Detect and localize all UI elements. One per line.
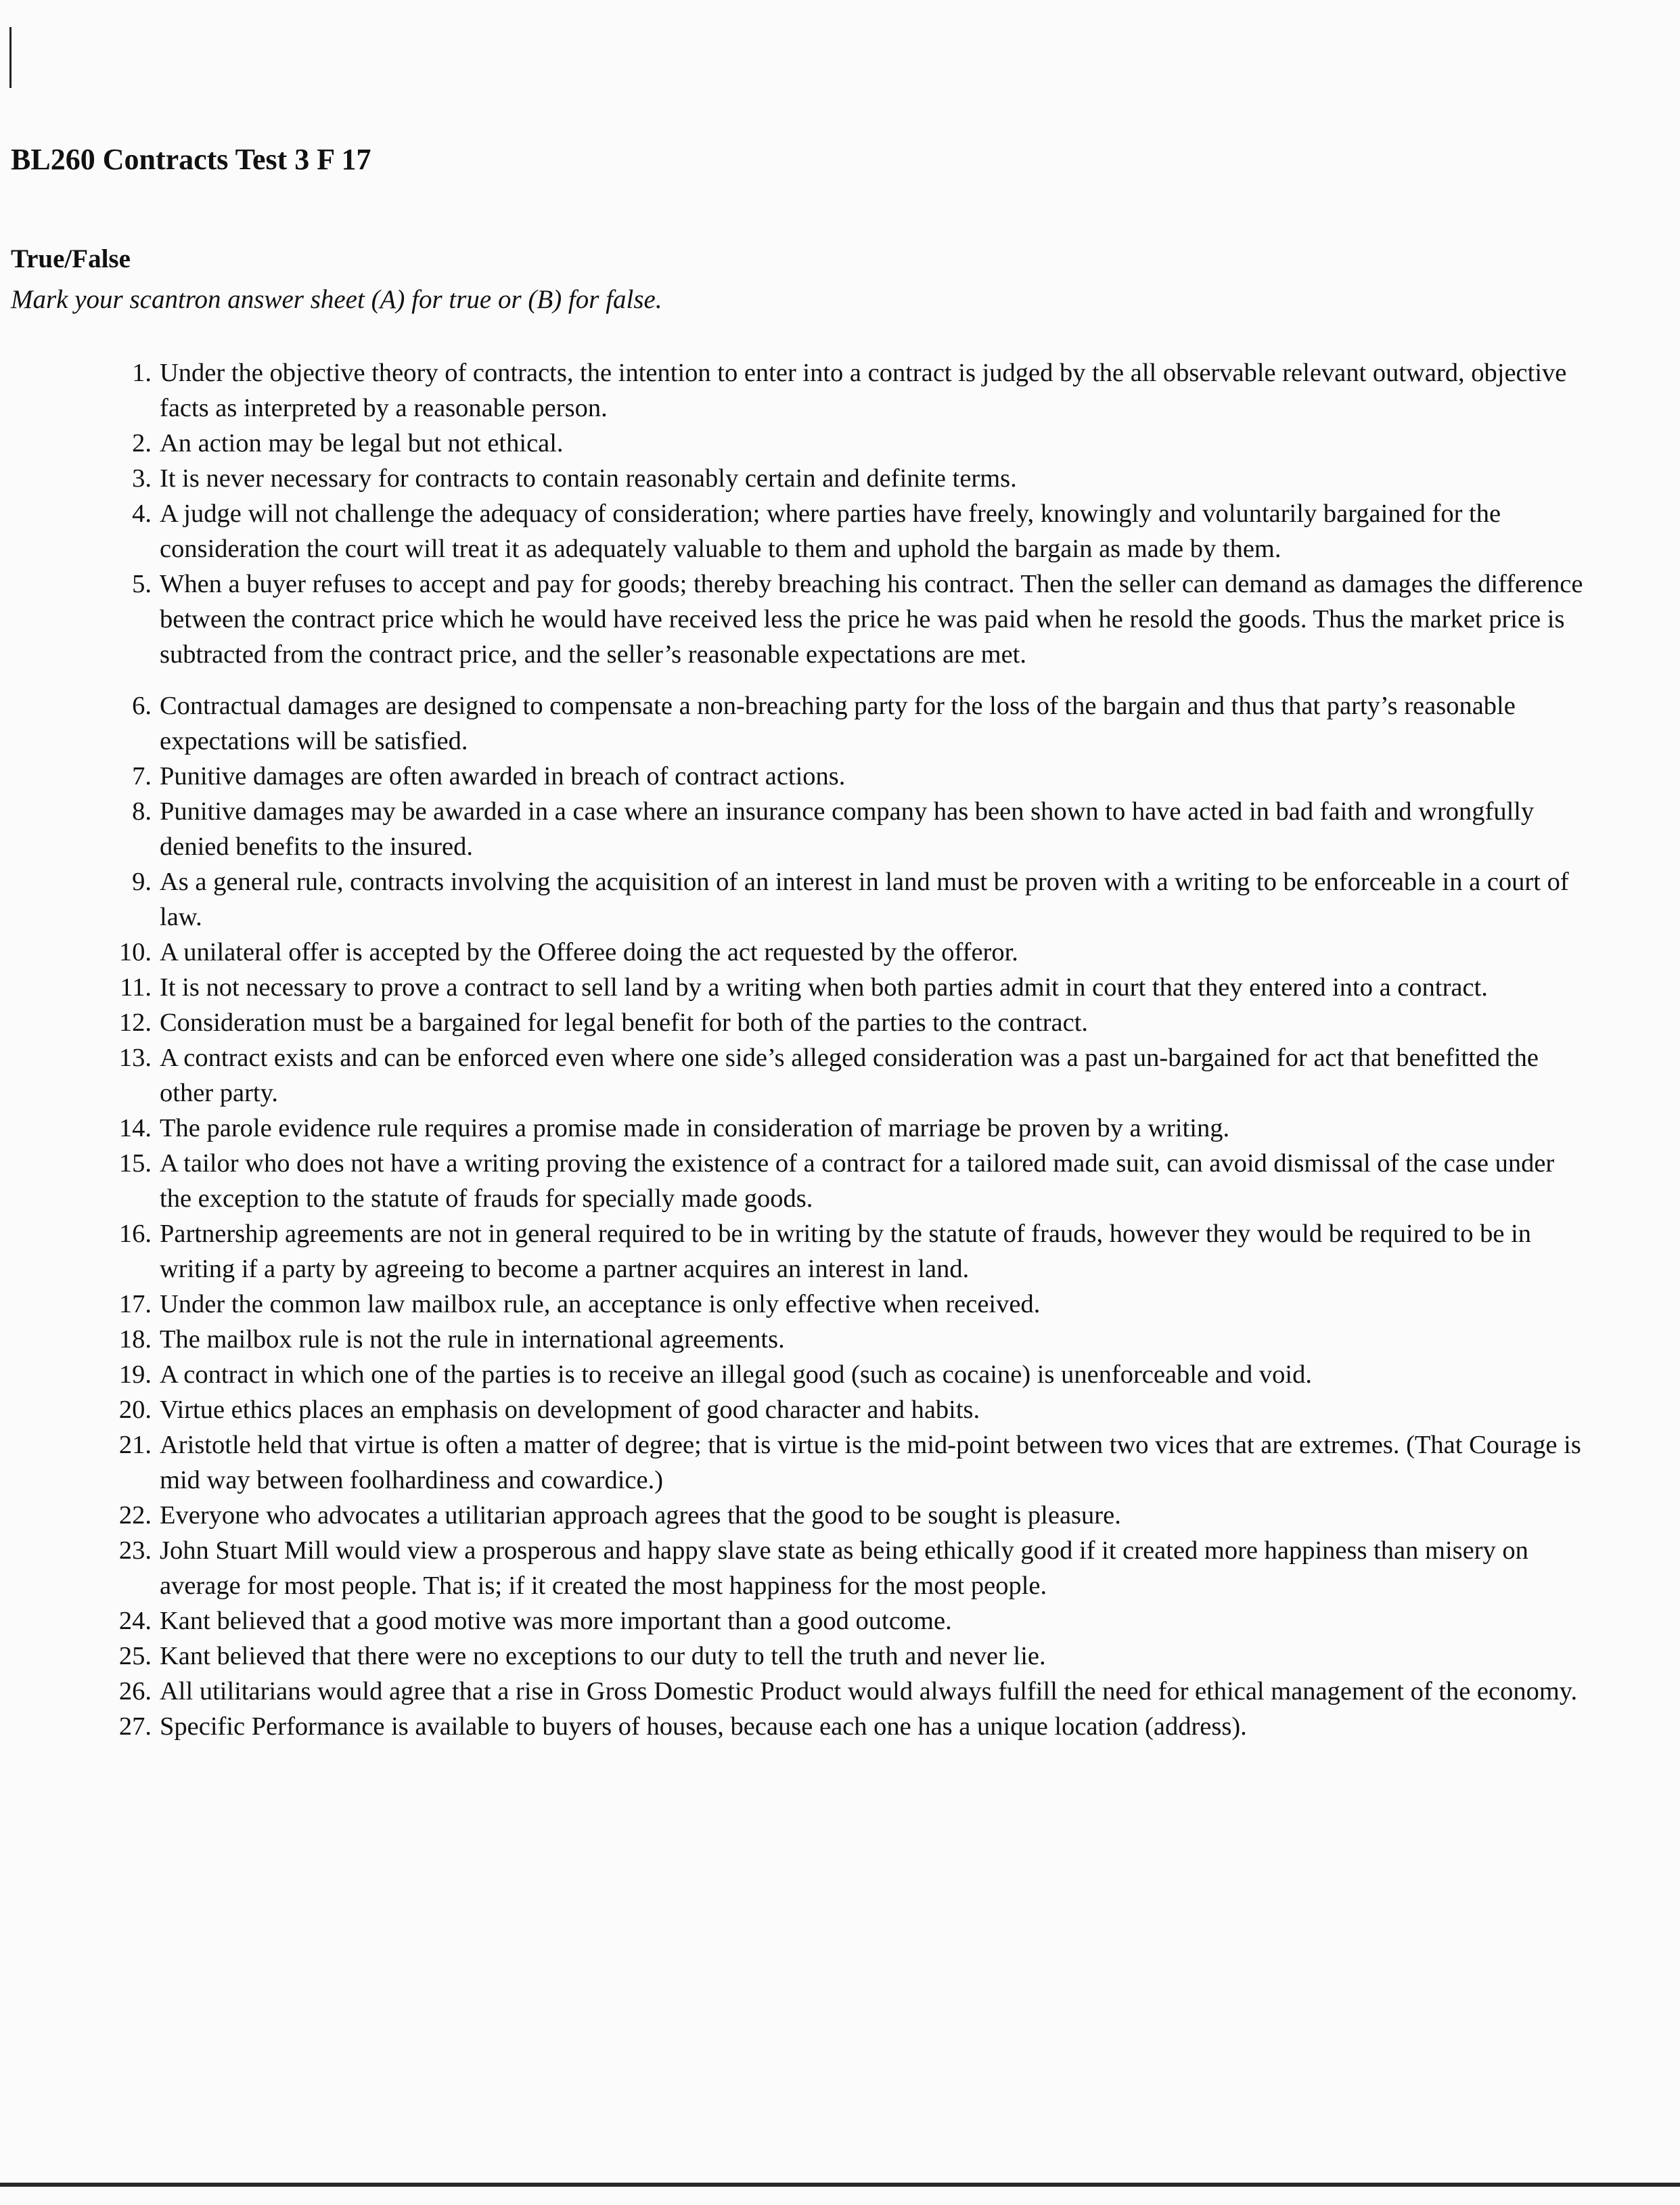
question-number: 10. <box>118 938 152 966</box>
question-item <box>101 1674 1590 1709</box>
question-number: 3. <box>132 464 152 493</box>
question-text: It is never necessary for contracts to contain reasonably certain and definite terms. <box>160 464 1017 493</box>
question-number: 21. <box>118 1431 152 1459</box>
question-item <box>101 1603 1590 1639</box>
question-item <box>101 1639 1590 1674</box>
question-item <box>101 688 1590 759</box>
question-number: 9. <box>132 868 152 896</box>
question-text: A tailor who does not have a writing proving the existence of a contract for a tailored made suit, can avoid dismissal of the case under the exception to the statute of frauds for specially made goods. <box>160 1149 1555 1213</box>
question-item <box>101 759 1590 794</box>
question-number: 8. <box>132 797 152 826</box>
question-text: Kant believed that a good motive was more important than a good outcome. <box>160 1607 952 1635</box>
question-text: All utilitarians would agree that a rise in Gross Domestic Product would always fulfill the need for ethical management of the economy. <box>160 1677 1578 1706</box>
question-item <box>101 1533 1590 1603</box>
question-number: 1. <box>132 359 152 387</box>
question-text: A unilateral offer is accepted by the Offeree doing the act requested by the offeror. <box>160 938 1018 966</box>
question-number: 17. <box>118 1290 152 1318</box>
question-item <box>101 1111 1590 1146</box>
question-number: 16. <box>118 1220 152 1248</box>
question-item <box>101 1040 1590 1111</box>
question-text: A contract in which one of the parties is to receive an illegal good (such as cocaine) is unenforceable and void. <box>160 1360 1313 1389</box>
question-text: Punitive damages are often awarded in breach of contract actions. <box>160 762 846 790</box>
question-item <box>101 461 1590 496</box>
question-text: Punitive damages may be awarded in a case where an insurance company has been shown to have acted in bad faith and wrongfully denied benefits to the insured. <box>160 797 1535 861</box>
question-item <box>101 1146 1590 1216</box>
question-text: John Stuart Mill would view a prosperous and happy slave state as being ethically good if it created more happiness than misery on average for most people. That is; if it created the most happiness for the most people. <box>160 1536 1528 1600</box>
question-number: 12. <box>118 1008 152 1037</box>
question-item <box>101 794 1590 864</box>
question-number: 13. <box>118 1044 152 1072</box>
margin-mark <box>9 27 12 88</box>
question-text: Under the common law mailbox rule, an acceptance is only effective when received. <box>160 1290 1041 1318</box>
question-number: 11. <box>120 973 152 1002</box>
page-title: BL260 Contracts Test 3 F 17 <box>11 143 371 176</box>
question-text: Under the objective theory of contracts, the intention to enter into a contract is judged by the all observable relevant outward, objective facts as interpreted by a reasonable person. <box>160 359 1567 422</box>
question-text: Contractual damages are designed to compensate a non-breaching party for the loss of the bargain and thus that party’s reasonable expectations will be satisfied. <box>160 692 1516 755</box>
question-text: Aristotle held that virtue is often a matter of degree; that is virtue is the mid-point between two vices that are extremes. (That Courage is mid way between foolhardiness and cowardice.) <box>160 1431 1581 1494</box>
question-text: Specific Performance is available to buyers of houses, because each one has a unique location (address). <box>160 1712 1247 1741</box>
question-item <box>101 1357 1590 1392</box>
question-number: 2. <box>132 429 152 458</box>
question-number: 25. <box>118 1642 152 1670</box>
question-item <box>101 1287 1590 1322</box>
question-item <box>101 1322 1590 1357</box>
instructions: Mark your scantron answer sheet (A) for true or (B) for false. <box>11 285 662 314</box>
question-text: Kant believed that there were no exceptions to our duty to tell the truth and never lie. <box>160 1642 1046 1670</box>
question-number: 15. <box>118 1149 152 1178</box>
question-text: When a buyer refuses to accept and pay for goods; thereby breaching his contract. Then the seller can demand as damages the difference between the contract price which he would have received less the price he was paid when he resold the goods. Thus the market price is subtracted from the contract price, and the seller’s reasonable expectations are met. <box>160 570 1583 669</box>
question-text: The mailbox rule is not the rule in international agreements. <box>160 1325 785 1354</box>
question-text: Everyone who advocates a utilitarian approach agrees that the good to be sought is pleasure. <box>160 1501 1121 1530</box>
question-number: 6. <box>132 692 152 720</box>
question-item <box>101 1005 1590 1040</box>
question-item <box>101 1427 1590 1498</box>
question-number: 27. <box>118 1712 152 1741</box>
question-text: A judge will not challenge the adequacy of consideration; where parties have freely, knowingly and voluntarily bargained for the consideration the court will treat it as adequately valuable to them and uphold the bargain as made by them. <box>160 499 1501 563</box>
question-number: 19. <box>118 1360 152 1389</box>
question-text: It is not necessary to prove a contract to sell land by a writing when both parties admit in court that they entered into a contract. <box>160 973 1488 1002</box>
question-number: 7. <box>132 762 152 790</box>
question-item <box>101 566 1590 672</box>
question-number: 24. <box>118 1607 152 1635</box>
question-text: As a general rule, contracts involving the acquisition of an interest in land must be proven with a writing to be enforceable in a court of law. <box>160 868 1569 931</box>
question-text: Virtue ethics places an emphasis on development of good character and habits. <box>160 1396 980 1424</box>
question-number: 14. <box>118 1114 152 1142</box>
question-number: 22. <box>118 1501 152 1530</box>
question-text: Partnership agreements are not in general required to be in writing by the statute of frauds, however they would be required to be in writing if a party by agreeing to become a partner acquires an interest in land. <box>160 1220 1532 1283</box>
question-text: The parole evidence rule requires a promise made in consideration of marriage be proven by a writing. <box>160 1114 1230 1142</box>
question-item <box>101 970 1590 1005</box>
question-number: 23. <box>118 1536 152 1565</box>
question-item <box>101 496 1590 566</box>
question-number: 20. <box>118 1396 152 1424</box>
question-item <box>101 935 1590 970</box>
question-item <box>101 426 1590 461</box>
question-item <box>101 1392 1590 1427</box>
page-bottom-edge <box>0 2183 1680 2187</box>
question-item <box>101 1216 1590 1287</box>
question-item <box>101 864 1590 935</box>
section-heading: True/False <box>11 244 131 273</box>
question-number: 18. <box>118 1325 152 1354</box>
question-text: Consideration must be a bargained for legal benefit for both of the parties to the contract. <box>160 1008 1089 1037</box>
question-item <box>101 1498 1590 1533</box>
question-item <box>101 1709 1590 1744</box>
question-text: A contract exists and can be enforced even where one side’s alleged consideration was a past un-bargained for act that benefitted the other party. <box>160 1044 1539 1107</box>
question-text: An action may be legal but not ethical. <box>160 429 564 458</box>
question-list <box>101 355 1590 1744</box>
question-item <box>101 355 1590 426</box>
question-number: 5. <box>132 570 152 598</box>
question-number: 26. <box>118 1677 152 1706</box>
question-number: 4. <box>132 499 152 528</box>
